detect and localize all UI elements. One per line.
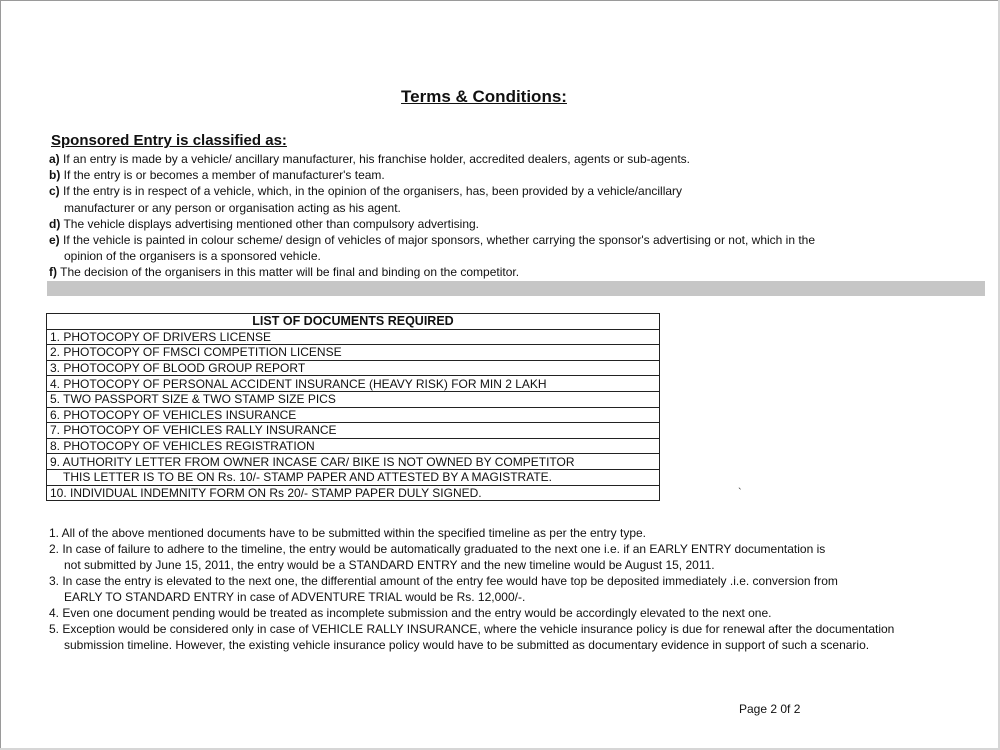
stray-tick-mark: `	[738, 487, 742, 499]
table-row	[47, 391, 660, 407]
table-cell: 3. PHOTOCOPY OF BLOOD GROUP REPORT	[47, 360, 660, 376]
clause-text: If an entry is made by a vehicle/ ancillary manufacturer, his franchise holder, accredited dealers, agents or sub-agents.	[63, 152, 691, 166]
note-item	[49, 605, 989, 621]
documents-required-table	[46, 313, 660, 501]
clause-text: If the vehicle is painted in colour scheme/ design of vehicles of major sponsors, whether carrying the sponsor's advertising or not, which in the	[63, 233, 816, 248]
clause-key: c)	[49, 184, 60, 199]
note-item	[49, 621, 989, 653]
table-row	[47, 345, 660, 361]
clause-a	[49, 151, 949, 167]
table-header: LIST OF DOCUMENTS REQUIRED	[47, 314, 660, 330]
table-row	[47, 407, 660, 423]
table-row	[47, 485, 660, 501]
table-cell: 9. AUTHORITY LETTER FROM OWNER INCASE CAR/ BIKE IS NOT OWNED BY COMPETITOR	[47, 454, 660, 470]
clause-key: b)	[49, 168, 61, 183]
table-row	[47, 454, 660, 470]
table-row	[47, 360, 660, 376]
clause-key: d)	[49, 216, 61, 231]
table-cell: 8. PHOTOCOPY OF VEHICLES REGISTRATION	[47, 438, 660, 454]
table-cell: 2. PHOTOCOPY OF FMSCI COMPETITION LICENSE	[47, 345, 660, 361]
table-row	[47, 423, 660, 439]
note-item	[49, 573, 989, 605]
sponsored-entry-clauses	[49, 151, 949, 281]
note-text: 1. All of the above mentioned documents have to be submitted within the specified timeline as per the entry type.	[49, 526, 647, 540]
clause-b	[49, 167, 949, 183]
note-item	[49, 525, 989, 541]
clause-d	[49, 216, 949, 232]
table-cell: 7. PHOTOCOPY OF VEHICLES RALLY INSURANCE	[47, 423, 660, 439]
table-cell: 1. PHOTOCOPY OF DRIVERS LICENSE	[47, 329, 660, 345]
table-row	[47, 329, 660, 345]
clause-e	[49, 232, 949, 264]
note-text: 5. Exception would be considered only in case of VEHICLE RALLY INSURANCE, where the vehicle insurance policy is due for renewal after the documentation	[49, 622, 895, 636]
note-text-continued: submission timeline. However, the existing vehicle insurance policy would have to be submitted as documentary evidence in support of such a scenario.	[64, 638, 870, 652]
note-text: 4. Even one document pending would be treated as incomplete submission and the entry would be accordingly elevated to the next one.	[49, 606, 772, 620]
table-row	[47, 438, 660, 454]
table-row	[47, 376, 660, 392]
clause-text: If the entry is in respect of a vehicle, which, in the opinion of the organisers, has, been provided by a vehicle/ancillary	[63, 184, 683, 199]
clause-key: a)	[49, 152, 60, 166]
note-item	[49, 541, 989, 573]
note-text-continued: EARLY TO STANDARD ENTRY in case of ADVENTURE TRIAL would be Rs. 12,000/-.	[64, 590, 526, 604]
table-cell: 5. TWO PASSPORT SIZE & TWO STAMP SIZE PICS	[47, 391, 660, 407]
clause-text: The decision of the organisers in this matter will be final and binding on the competitor.	[60, 265, 520, 280]
table-row	[47, 469, 660, 485]
table-cell: 10. INDIVIDUAL INDEMNITY FORM ON Rs 20/- STAMP PAPER DULY SIGNED.	[47, 485, 660, 501]
clause-text-continued: opinion of the organisers is a sponsored vehicle.	[64, 249, 321, 264]
section-divider-bar	[47, 281, 985, 296]
clause-key: f)	[49, 265, 57, 280]
page-number: Page 2 0f 2	[739, 702, 801, 716]
table-cell: THIS LETTER IS TO BE ON Rs. 10/- STAMP PAPER AND ATTESTED BY A MAGISTRATE.	[47, 469, 660, 485]
clause-text-continued: manufacturer or any person or organisation acting as his agent.	[64, 200, 401, 215]
clause-f	[49, 264, 949, 280]
note-text: 2. In case of failure to adhere to the timeline, the entry would be automatically graduated to the next one i.e. if an EARLY ENTRY documentation is	[49, 542, 826, 556]
table-header-row	[47, 314, 660, 330]
page-title: Terms & Conditions:	[401, 87, 567, 106]
clause-text: If the entry is or becomes a member of manufacturer's team.	[63, 168, 385, 183]
clause-text: The vehicle displays advertising mentioned other than compulsory advertising.	[63, 216, 480, 231]
clause-key: e)	[49, 233, 60, 248]
sponsored-entry-heading: Sponsored Entry is classified as:	[51, 132, 287, 149]
table-cell: 4. PHOTOCOPY OF PERSONAL ACCIDENT INSURANCE (HEAVY RISK) FOR MIN 2 LAKH	[47, 376, 660, 392]
table-cell: 6. PHOTOCOPY OF VEHICLES INSURANCE	[47, 407, 660, 423]
submission-notes	[49, 525, 989, 653]
note-text-continued: not submitted by June 15, 2011, the entry would be a STANDARD ENTRY and the new timeline would be August 15, 2011.	[64, 558, 715, 572]
note-text: 3. In case the entry is elevated to the next one, the differential amount of the entry fee would have top be deposited immediately .i.e. conversion from	[49, 574, 838, 588]
clause-c	[49, 183, 949, 215]
